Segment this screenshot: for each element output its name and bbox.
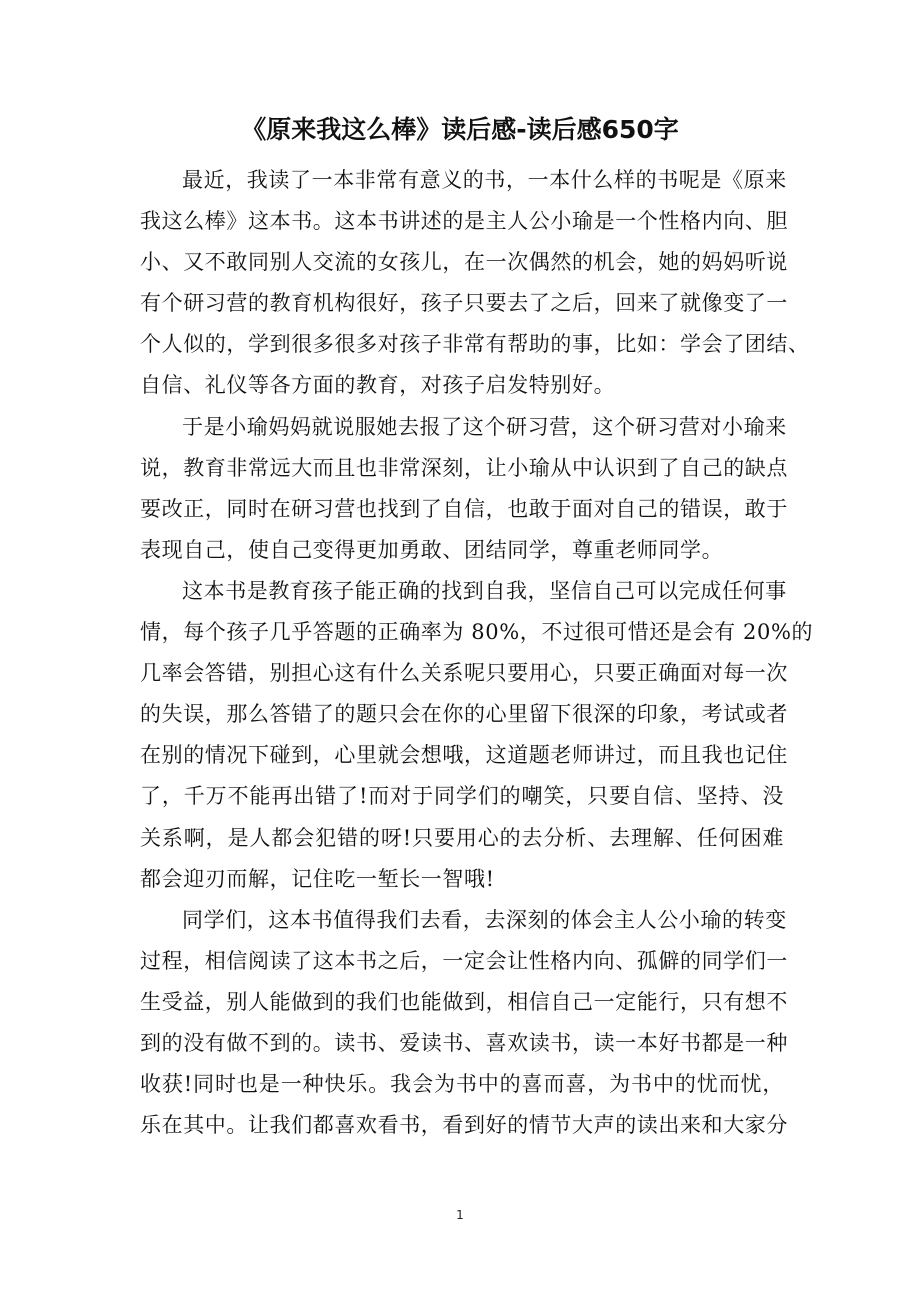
page-number: 1 xyxy=(456,1208,464,1222)
text-line: 同学们，这本书值得我们去看，去深刻的体会主人公小瑜的转变 xyxy=(182,907,787,932)
text-line: 这本书是教育孩子能正确的找到自我，坚信自己可以完成任何事 xyxy=(182,578,787,603)
paragraph-2 xyxy=(140,407,788,571)
text-line: 个人似的，学到很多很多对孩子非常有帮助的事，比如：学会了团结、 xyxy=(140,332,810,357)
text-line: 了，千万不能再出错了!而对于同学们的嘲笑，只要自信、坚持、没 xyxy=(140,784,784,809)
text-line: 几率会答错，别担心这有什么关系呢只要用心，只要正确面对每一次 xyxy=(140,661,788,686)
text-line: 情，每个孩子几乎答题的正确率为 80%，不过很可惜还是会有 20%的 xyxy=(140,620,814,645)
text-line: 乐在其中。让我们都喜欢看书，看到好的情节大声的读出来和大家分 xyxy=(140,1113,788,1138)
text-line: 关系啊，是人都会犯错的呀!只要用心的去分析、去理解、任何困难 xyxy=(140,825,784,850)
text-line: 表现自己，使自己变得更加勇敢、团结同学，尊重老师同学。 xyxy=(140,537,724,562)
text-line: 都会迎刃而解，记住吃一堑长一智哦! xyxy=(140,866,495,891)
text-line: 我这么棒》这本书。这本书讲述的是主人公小瑜是一个性格内向、胆 xyxy=(140,209,788,234)
paragraph-3 xyxy=(140,571,814,900)
text-line: 小、又不敢同别人交流的女孩儿，在一次偶然的机会，她的妈妈听说 xyxy=(140,250,788,275)
text-line: 自信、礼仪等各方面的教育，对孩子启发特别好。 xyxy=(140,373,616,398)
paragraph-4 xyxy=(140,900,788,1147)
text-line: 生受益，别人能做到的我们也能做到，相信自己一定能行，只有想不 xyxy=(140,989,788,1014)
text-line: 的失误，那么答错了的题只会在你的心里留下很深的印象，考试或者 xyxy=(140,702,788,727)
text-line: 到的没有做不到的。读书、爱读书、喜欢读书，读一本好书都是一种 xyxy=(140,1030,788,1055)
text-line: 收获!同时也是一种快乐。我会为书中的喜而喜，为书中的忧而忧， xyxy=(140,1072,784,1097)
text-line: 最近，我读了一本非常有意义的书，一本什么样的书呢是《原来 xyxy=(182,168,787,192)
text-line: 在别的情况下碰到，心里就会想哦，这道题老师讲过，而且我也记住 xyxy=(140,743,788,768)
document-body xyxy=(140,160,814,1146)
text-line: 有个研习营的教育机构很好，孩子只要去了之后，回来了就像变了一 xyxy=(140,291,788,316)
text-line: 过程，相信阅读了这本书之后，一定会让性格内向、孤僻的同学们一 xyxy=(140,948,788,973)
text-line: 说，教育非常远大而且也非常深刻，让小瑜从中认识到了自己的缺点 xyxy=(140,455,788,480)
paragraph-1 xyxy=(140,160,810,407)
text-line: 于是小瑜妈妈就说服她去报了这个研习营，这个研习营对小瑜来 xyxy=(182,414,787,439)
document-title: 《原来我这么棒》读后感-读后感650字 xyxy=(241,115,679,144)
text-line: 要改正，同时在研习营也找到了自信，也敢于面对自己的错误，敢于 xyxy=(140,496,788,521)
